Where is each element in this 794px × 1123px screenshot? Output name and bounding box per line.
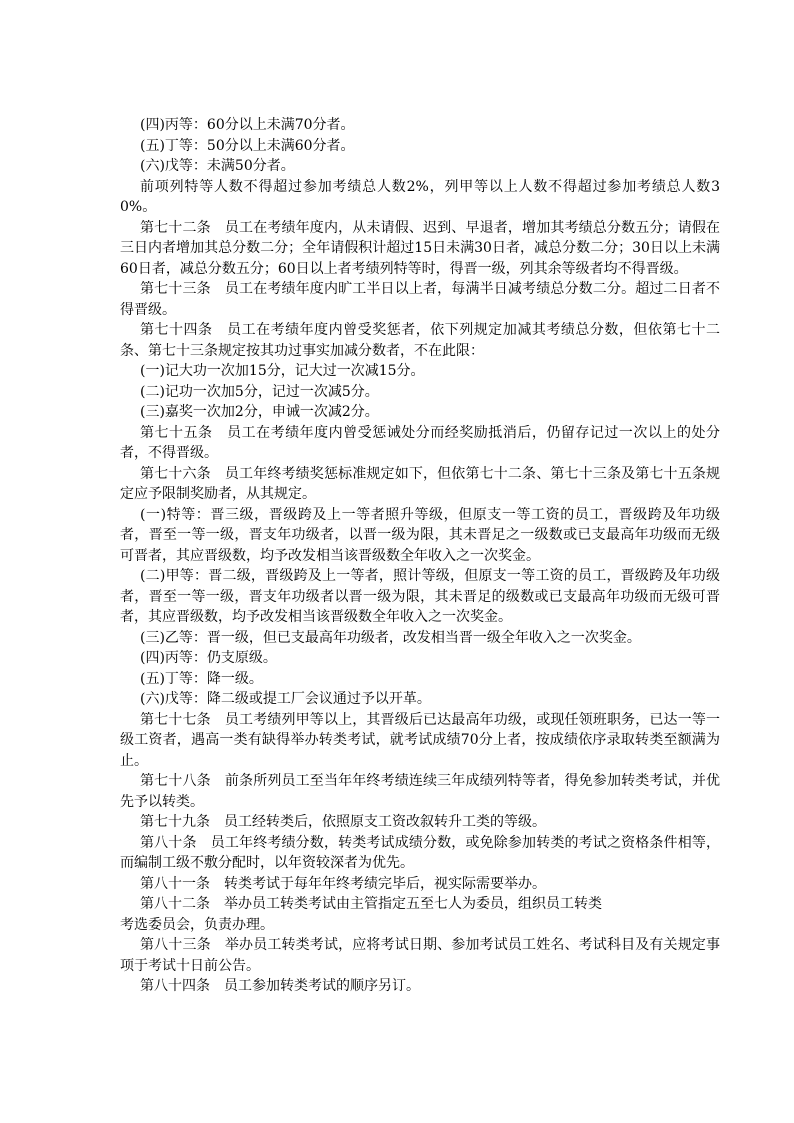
paragraph-article-77: 第七十七条 员工考绩列甲等以上，其晋级后已达最高年功级，或现任领班职务，已达一等一级工资者，遇高一类有缺得举办转类考试，就考试成绩70分上者，按成绩依序录取转类至额满为止。 [120, 711, 720, 769]
paragraph-article-76-item-3: (三)乙等：晋一级，但已支最高年功级者，改发相当晋一级全年收入之一次奖金。 [140, 629, 641, 646]
paragraph-article-74-item-2: (二)记功一次加5分，记过一次减5分。 [140, 383, 379, 400]
paragraph-ratio-limits: 前项列特等人数不得超过参加考绩总人数2%，列甲等以上人数不得超过参加考绩总人数30%。 [120, 178, 720, 215]
paragraph-item-5-ding: (五)丁等：50分以上未满60分者。 [140, 137, 355, 154]
paragraph-item-4-bing: (四)丙等：60分以上未满70分者。 [140, 117, 355, 133]
paragraph-article-76-item-1: (一)特等：晋三级，晋级跨及上一等者照升等级，但原支一等工资的员工，晋级跨及年功级者，晋至一等一级，晋支年功级者，以晋一级为限，其未晋足之一级数或已支最高年功级而无级可晋者，其应晋级数，均予改发相当该晋级数全年收入之一次奖金。 [120, 506, 720, 564]
paragraph-article-76-item-6: (六)戊等：降二级或提工厂会议通过予以开革。 [140, 691, 431, 707]
paragraph-article-80: 第八十条 员工年终考绩分数，转类考试成绩分数，或免除参加转类的考试之资格条件相等，而编制工级不敷分配时，以年资较深者为优先。 [120, 834, 720, 871]
paragraph-article-73: 第七十三条 员工在考绩年度内旷工半日以上者，每满半日减考绩总分数二分。超过二日者不得晋级。 [120, 281, 720, 318]
paragraph-article-83: 第八十三条 举办员工转类考试，应将考试日期、参加考试员工姓名、考试科目及有关规定事项于考试十日前公告。 [120, 937, 720, 974]
paragraph-article-75: 第七十五条 员工在考绩年度内曾受惩诫处分而经奖励抵消后，仍留存记过一次以上的处分者，不得晋级。 [120, 424, 720, 461]
paragraph-article-81: 第八十一条 转类考试于每年年终考绩完毕后，视实际需要举办。 [140, 875, 546, 892]
paragraph-article-74: 第七十四条 员工在考绩年度内曾受奖惩者，依下列规定加减其考绩总分数，但依第七十二条、第七十三条规定按其功过事实加减分数者，不在此限： [120, 322, 720, 359]
paragraph-article-76-item-4: (四)丙等：仍支原级。 [140, 650, 277, 666]
paragraph-article-76-item-5: (五)丁等：降一级。 [140, 670, 263, 687]
paragraph-item-6-wu: (六)戊等：未满50分者。 [140, 158, 295, 174]
paragraph-article-76-item-2: (二)甲等：晋二级，晋级跨及上一等者，照计等级，但原支一等工资的员工，晋级跨及年功级者，晋至一等一级，晋支年功级者以晋一级为限，其未晋足的级数或已支最高年功级而无级可晋者，其应晋级数，均予改发相当该晋级数全年收入之一次奖金。 [120, 568, 720, 625]
paragraph-article-74-item-3: (三)嘉奖一次加2分，申诫一次减2分。 [140, 404, 379, 420]
paragraph-article-79: 第七十九条 员工经转类后，依照原支工资改叙转升工类的等级。 [140, 814, 546, 830]
paragraph-article-84: 第八十四条 员工参加转类考试的顺序另订。 [140, 978, 420, 994]
paragraph-article-78: 第七十八条 前条所列员工至当年年终考绩连续三年成绩列特等者，得免参加转类考试，并优先予以转类。 [120, 773, 720, 810]
paragraph-article-82: 第八十二条 举办员工转类考试由主管指定五至七人为委员，组织员工转类 考选委员会，负责办理。 [120, 896, 602, 933]
paragraph-article-74-item-1: (一)记大功一次加15分，记大过一次减15分。 [140, 363, 425, 379]
document-body [120, 115, 720, 997]
paragraph-article-76: 第七十六条 员工年终考绩奖惩标准规定如下，但依第七十二条、第七十三条及第七十五条规定应予限制奖励者，从其规定。 [120, 465, 720, 502]
paragraph-article-72: 第七十二条 员工在考绩年度内，从未请假、迟到、早退者，增加其考绩总分数五分；请假在三日内者增加其总分数二分；全年请假积计超过15日未满30日者，减总分数二分；30日以上未满60日者，减总分数五分；60日以上者考绩列特等时，得晋一级，列其余等级者均不得晋级。 [120, 219, 720, 277]
